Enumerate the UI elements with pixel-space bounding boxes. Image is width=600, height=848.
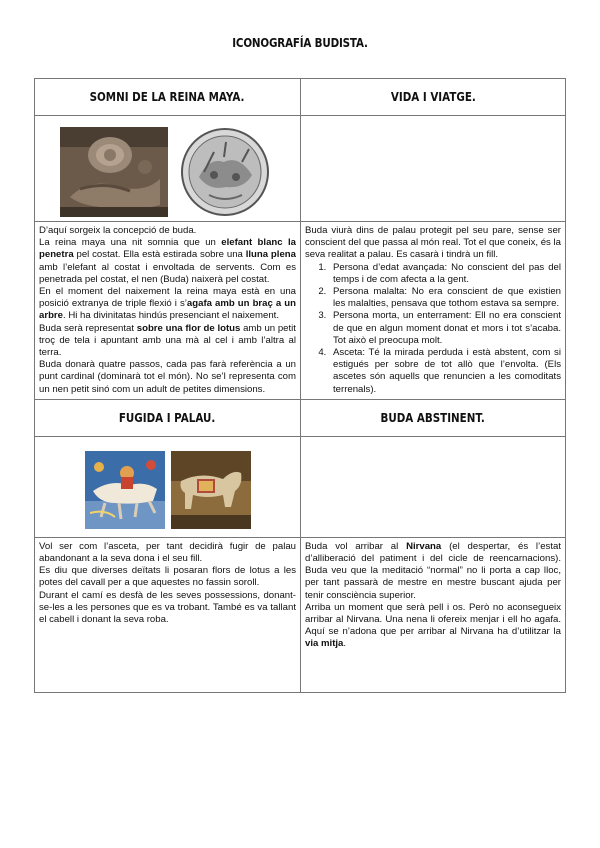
list-item: 2. Persona malalta: No era conscient de que existien les malalties, pensava que tothom estava sa sempre. — [329, 286, 561, 310]
list-item: 3. Persona morta, un enterrament: Ell no era conscient de que en algun moment donat et mors i tot s’acaba. Tot això el preocupa molt. — [329, 310, 561, 347]
somni-medallion-image — [174, 127, 276, 217]
abstinent-text: Buda vol arribar al Nirvana (el despertar, és l’estat d’alliberació del patiment i del cicle de reencarnacions). Buda veu que la meditació “normal” no li porta a cap lloc, per tant passarà de mestre en mestre buscant ajuda per tenir consciència superior. Arriba un moment que serà pell i os. Però no aconsegueix arribar al Nirvana. Una nena li ofereix menjar i ell ho agafa. Aquí se n’adona que per arribar al Nirvana ha d’utilitzar la via mitja. — [301, 537, 566, 692]
vida-images-cell — [301, 116, 566, 222]
list-item: 1. Persona d’edat avançada: No conscient del pas del temps i de com afecta a la gent. — [329, 262, 561, 286]
heading-vida: VIDA I VIATGE. — [301, 79, 566, 116]
fugida-horse-image — [171, 451, 251, 529]
vida-list — [305, 262, 561, 396]
fugida-images-cell — [35, 436, 301, 537]
heading-somni: SOMNI DE LA REINA MAYA. — [35, 79, 301, 116]
abstinent-images-cell — [301, 436, 566, 537]
fugida-text: Vol ser com l’asceta, per tant decidirà fugir de palau abandonant a la seva dona i el seu fill. Es diu que diverses deïtats li posaran flors de lotus a les potes del cavall per a que aquestes no fassin soroll. Durant el camí es desfà de les seves possessions, donant-se-les a les persones que es va trobant. També es va tallant el cabell i donant la seva roba. — [35, 537, 301, 692]
fugida-painting-image — [85, 451, 165, 529]
list-item: 4. Asceta: Té la mirada perduda i està abstent, com si estigués per sobre de tot allò que l’envolta. (Els ascetes són aquells que renuncien a les comoditats terrenals). — [329, 347, 561, 396]
heading-abstinent: BUDA ABSTINENT. — [301, 399, 566, 436]
somni-images-cell — [35, 116, 301, 222]
somni-relief-image — [60, 127, 168, 217]
somni-text: D’aquí sorgeix la concepció de buda. La reina maya una nit somnia que un elefant blanc la penetra pel costat. Ella està estirada sobre una lluna plena amb l’elefant al costat i envoltada de servents. Com es penetrada pel costat, el nen (Buda) naixerà pel costat. En el moment del naixement la reina maya està en una posició extranya de triple flexió i s’agafa amb un braç a un arbre. Hi ha divinitatas hindús presenciant el naixement. Buda serà representat sobre una flor de lotus amb un petit troç de tela i apuntant amb una mà al cel i amb l’altra al terra. Buda donarà quatre passos, cada pas farà referència a un punt cardinal (dominarà tot el món). No se’l representa com un nen petit sinó com un adult de petites dimensions. — [35, 222, 301, 400]
page-title: ICONOGRAFÍA BUDISTA. — [232, 36, 368, 50]
vida-text: Buda viurà dins de palau protegit pel seu pare, sense ser conscient del que passa al món real. Tot el que coneix, és la seva realitat a palau. Es casarà i tindrà un fill. 1. Persona d’edat avançada: No conscient del pas del temps i de com afecta a la gent. 2. Persona malalta: No era conscient de que existien les malalties, pensava que tothom estava sa sempre. 3. Persona morta, un enterrament: Ell no era conscient de que en algun moment donat et mors i tot s’acaba. Tot això el preocupa molt. 4. Asceta: Té la mirada perduda i està abstent, com si estigués per sobre de tot allò que l’envolta. (Els ascetes són aquells que renuncien a les comoditats terrenals). — [301, 222, 566, 400]
heading-fugida: FUGIDA I PALAU. — [35, 399, 301, 436]
content-table — [34, 78, 566, 693]
